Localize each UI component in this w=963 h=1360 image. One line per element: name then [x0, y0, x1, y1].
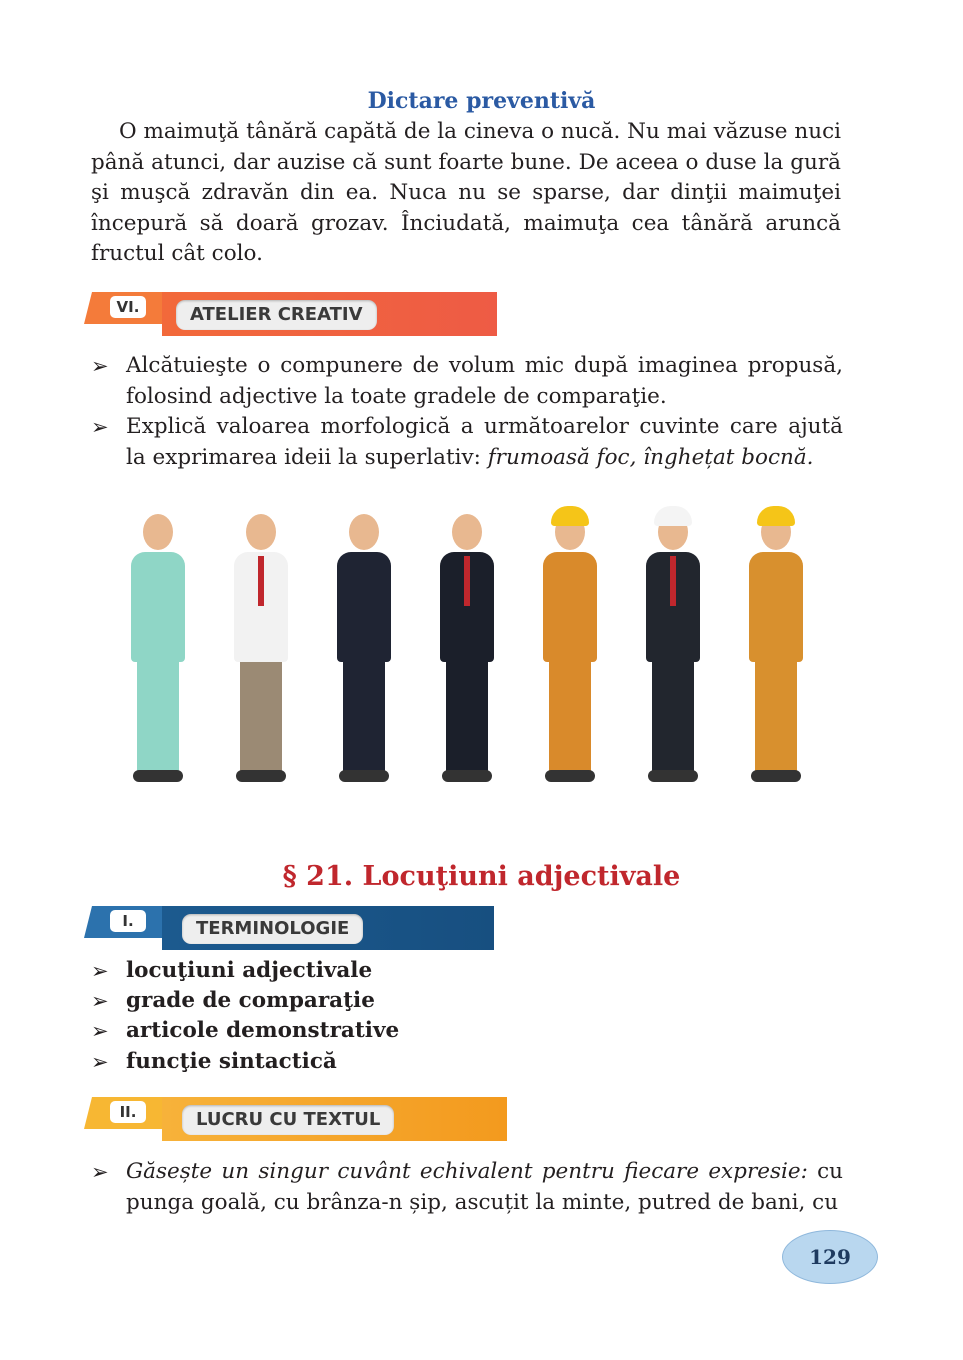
- dictation-text: O maimuţă tânără capătă de la cineva o nucă. Nu mai văzuse nuci până atunci, dar auzise că sunt foarte bune. De aceea o duse la gură şi muşcă zdravăn din ea. Nuca nu se sparse, dar dinţii maimuţei începură să doară grozav. Înciudată, maimuţa cea tânără aruncă fructul cât colo.: [91, 119, 841, 266]
- section-vi-banner: [92, 292, 497, 336]
- arrow-bullet-icon: ➢: [91, 1019, 109, 1043]
- person-head: [143, 514, 173, 550]
- person-shoes: [751, 770, 801, 782]
- list-item: [91, 1157, 843, 1218]
- term: locuţiuni adjectivale: [126, 958, 373, 983]
- section-number: VI.: [110, 296, 146, 318]
- list-item: [91, 412, 843, 473]
- arrow-bullet-icon: ➢: [91, 1160, 109, 1184]
- task-expressions: cu punga goală, cu brânza-n șip, ascuțit la minte, putred de bani, cu: [126, 1159, 843, 1215]
- arrow-bullet-icon: ➢: [91, 1050, 109, 1074]
- person-legs: [652, 660, 694, 772]
- section-title: LUCRU CU TEXTUL: [182, 1105, 394, 1135]
- list-item: [91, 986, 843, 1017]
- person-tie: [670, 556, 676, 606]
- person-legs: [137, 660, 179, 772]
- person-head: [349, 514, 379, 550]
- section-i-banner: [92, 906, 494, 950]
- person-torso: [131, 552, 185, 662]
- page-number: 129: [782, 1230, 878, 1284]
- list-item: [91, 1047, 843, 1078]
- list-item: [91, 351, 843, 412]
- person-doctor: [218, 500, 304, 790]
- list-item: [91, 956, 843, 987]
- person-businessman: [424, 500, 510, 790]
- list-item: [91, 1016, 843, 1047]
- section-ii-banner: [92, 1097, 507, 1141]
- person-engineer: [630, 500, 716, 790]
- hard-hat-icon: [551, 506, 589, 526]
- person-tie: [258, 556, 264, 606]
- person-shoes: [442, 770, 492, 782]
- person-construction-worker-man: [733, 500, 819, 790]
- term: grade de comparaţie: [126, 988, 375, 1013]
- bullet-text-italic: frumoasă foc, înghețat bocnă.: [487, 444, 814, 470]
- bullet-text: [126, 1157, 843, 1218]
- section-number: I.: [110, 910, 146, 932]
- arrow-bullet-icon: ➢: [91, 415, 109, 439]
- arrow-bullet-icon: ➢: [91, 354, 109, 378]
- person-shoes: [648, 770, 698, 782]
- person-torso: [543, 552, 597, 662]
- person-construction-worker-woman: [527, 500, 613, 790]
- section-title: TERMINOLOGIE: [182, 914, 363, 944]
- person-legs: [549, 660, 591, 772]
- person-tie: [464, 556, 470, 606]
- arrow-bullet-icon: ➢: [91, 989, 109, 1013]
- workers-illustration: [115, 490, 835, 790]
- bullet-text: [126, 412, 843, 473]
- section-number: II.: [110, 1101, 146, 1123]
- person-legs: [240, 660, 282, 772]
- person-torso: [337, 552, 391, 662]
- hard-hat-icon: [654, 506, 692, 526]
- bullet-text: Alcătuieşte o compunere de volum mic după imaginea propusă, folosind adjective la toate gradele de comparaţie.: [126, 353, 843, 409]
- arrow-bullet-icon: ➢: [91, 959, 109, 983]
- section-title: ATELIER CREATIV: [176, 300, 377, 330]
- person-legs: [446, 660, 488, 772]
- person-shoes: [133, 770, 183, 782]
- term: articole demonstrative: [126, 1018, 400, 1043]
- person-shoes: [236, 770, 286, 782]
- term: funcţie sintactică: [126, 1049, 337, 1074]
- hard-hat-icon: [757, 506, 795, 526]
- person-shoes: [545, 770, 595, 782]
- dictation-title: Dictare preventivă: [367, 88, 596, 114]
- bullet-text-plain: Explică valoarea morfologică a următoarelor cuvinte care ajută la exprimarea ideii la superlativ:: [126, 414, 843, 470]
- lesson-title: § 21. Locuţiuni adjectivale: [282, 861, 681, 892]
- task-instruction: Găsește un singur cuvânt echivalent pentru fiecare expresie:: [126, 1159, 808, 1184]
- person-legs: [343, 660, 385, 772]
- person-businesswoman: [321, 500, 407, 790]
- person-shoes: [339, 770, 389, 782]
- person-torso: [749, 552, 803, 662]
- person-head: [452, 514, 482, 550]
- person-nurse: [115, 500, 201, 790]
- person-legs: [755, 660, 797, 772]
- person-head: [246, 514, 276, 550]
